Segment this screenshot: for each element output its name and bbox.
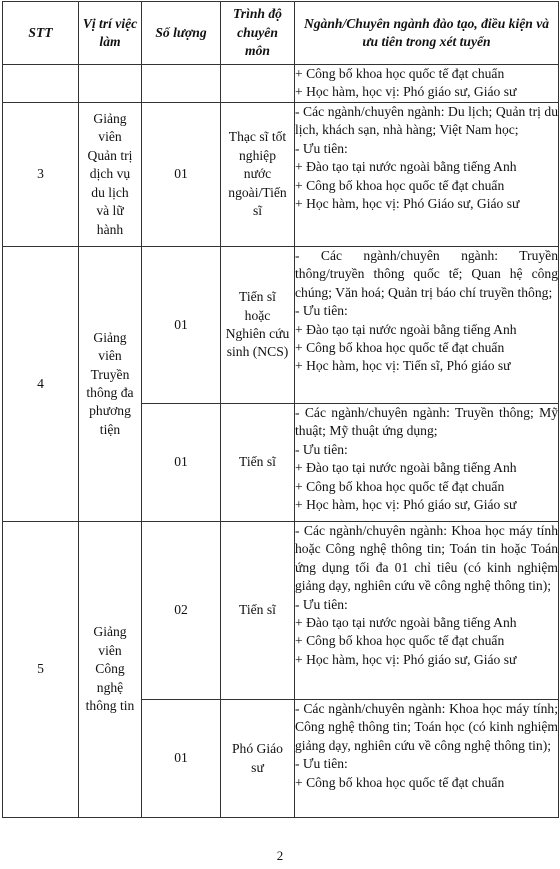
requirement-line: - Các ngành/chuyên ngành: Truyền thông/truyền thông quốc tế; Quan hệ công chúng; Văn hoá; Quản trị báo chí truyền thông;	[295, 248, 558, 300]
quantity-cell: 01	[142, 404, 221, 522]
position-cell	[79, 247, 142, 522]
requirement-line: + Học hàm, học vị: Phó giáo sư, Giáo sư	[295, 497, 517, 513]
requirement-line: - Ưu tiên:	[295, 140, 348, 156]
degree-cell	[221, 404, 295, 522]
requirement-line: + Công bố khoa học quốc tế đạt chuẩn	[295, 478, 505, 494]
requirement-line: + Công bố khoa học quốc tế đạt chuẩn	[295, 177, 505, 193]
stt-cell: 4	[3, 247, 79, 522]
degree-cell	[221, 103, 295, 247]
position-label: Giảng viên Quản trị dịch vụ du lịch và lữ hành	[87, 111, 133, 237]
degree-cell	[221, 522, 295, 700]
requirement-line: + Công bố khoa học quốc tế đạt chuẩn	[295, 633, 505, 649]
position-label: Giảng viên Truyền thông đa phương tiện	[86, 329, 134, 437]
degree-label: Tiến sĩ	[239, 454, 276, 470]
quantity-cell: 02	[142, 522, 221, 700]
table-row	[3, 247, 559, 404]
requirements-cell	[295, 247, 559, 404]
requirements-cell	[295, 404, 559, 522]
requirement-line: + Học hàm, học vị: Phó Giáo sư, Giáo sư	[295, 196, 520, 212]
requirement-line: + Học hàm, học vị: Tiến sĩ, Phó giáo sư	[295, 358, 511, 374]
header-quantity: Số lượng	[142, 2, 221, 65]
requirement-line: + Đào tạo tại nước ngoài bằng tiếng Anh	[295, 615, 517, 631]
requirement-line: - Các ngành/chuyên ngành: Khoa học máy tính; Công nghệ thông tin; Toán học (có kinh nghiệm giảng dạy, nghiên cứu về công nghệ thông tin);	[295, 701, 558, 753]
degree-cell	[221, 247, 295, 404]
requirement-line: - Các ngành/chuyên ngành: Truyền thông; Mỹ thuật; Mỹ thuật ứng dụng;	[295, 405, 558, 439]
requirement-line: - Ưu tiên:	[295, 303, 348, 319]
degree-cell	[221, 65, 295, 103]
stt-cell: 3	[3, 103, 79, 247]
quantity-cell: 01	[142, 700, 221, 818]
table-row	[3, 522, 559, 700]
requirement-line: + Công bố khoa học quốc tế đạt chuẩn	[295, 340, 505, 356]
requirement-line: + Học hàm, học vị: Phó giáo sư, Giáo sư	[295, 651, 517, 667]
requirement-line: + Đào tạo tại nước ngoài bằng tiếng Anh	[295, 321, 517, 337]
requirement-line: + Đào tạo tại nước ngoài bằng tiếng Anh	[295, 159, 517, 175]
requirement-line: + Đào tạo tại nước ngoài bằng tiếng Anh	[295, 460, 517, 476]
page-number: 2	[276, 848, 284, 863]
degree-label: Tiến sĩ	[239, 602, 276, 618]
degree-label: Tiến sĩ hoặc Nghiên cứu sinh (NCS)	[225, 289, 290, 360]
quantity-cell	[142, 65, 221, 103]
requirements-cell	[295, 522, 559, 700]
quantity-cell: 01	[142, 103, 221, 247]
stt-cell: 5	[3, 522, 79, 818]
requirement-line: + Công bố khoa học quốc tế đạt chuẩn	[295, 66, 505, 81]
requirements-cell	[295, 65, 559, 103]
requirement-line: - Ưu tiên:	[295, 596, 348, 612]
requirement-line: - Ưu tiên:	[295, 441, 348, 457]
requirements-cell	[295, 700, 559, 818]
quantity-cell: 01	[142, 247, 221, 404]
requirement-line: - Ưu tiên:	[295, 756, 348, 772]
requirement-line: + Học hàm, học vị: Phó giáo sư, Giáo sư	[295, 84, 517, 100]
header-row	[3, 2, 559, 65]
header-degree: Trình độ chuyên môn	[221, 2, 295, 65]
position-label: Giảng viên Công nghệ thông tin	[85, 624, 135, 714]
requirements-cell	[295, 103, 559, 247]
position-cell	[79, 65, 142, 103]
table-row	[3, 103, 559, 247]
degree-label: Thạc sĩ tốt nghiệp nước ngoài/Tiến sĩ	[228, 129, 287, 219]
requirement-line: - Các ngành/chuyên ngành: Khoa học máy tính hoặc Công nghệ thông tin; Toán tin hoặc Toán ứng dụng tối đa 01 chỉ tiêu (có kinh nghiệm giảng dạy, nghiên cứu về công nghệ thông tin);	[295, 523, 558, 594]
table-row	[3, 65, 559, 103]
requirement-line: - Các ngành/chuyên ngành: Du lịch; Quản trị du lịch, khách sạn, nhà hàng; Việt Nam học;	[295, 104, 558, 138]
stt-cell	[3, 65, 79, 103]
recruitment-table	[2, 1, 559, 818]
header-requirements: Ngành/Chuyên ngành đào tạo, điều kiện và ưu tiên trong xét tuyển	[295, 2, 559, 65]
degree-label: Phó Giáo sư	[232, 741, 283, 775]
degree-cell	[221, 700, 295, 818]
requirement-line: + Công bố khoa học quốc tế đạt chuẩn	[295, 774, 505, 790]
position-cell	[79, 522, 142, 818]
header-stt: STT	[3, 2, 79, 65]
position-cell	[79, 103, 142, 247]
header-position: Vị trí việc làm	[79, 2, 142, 65]
